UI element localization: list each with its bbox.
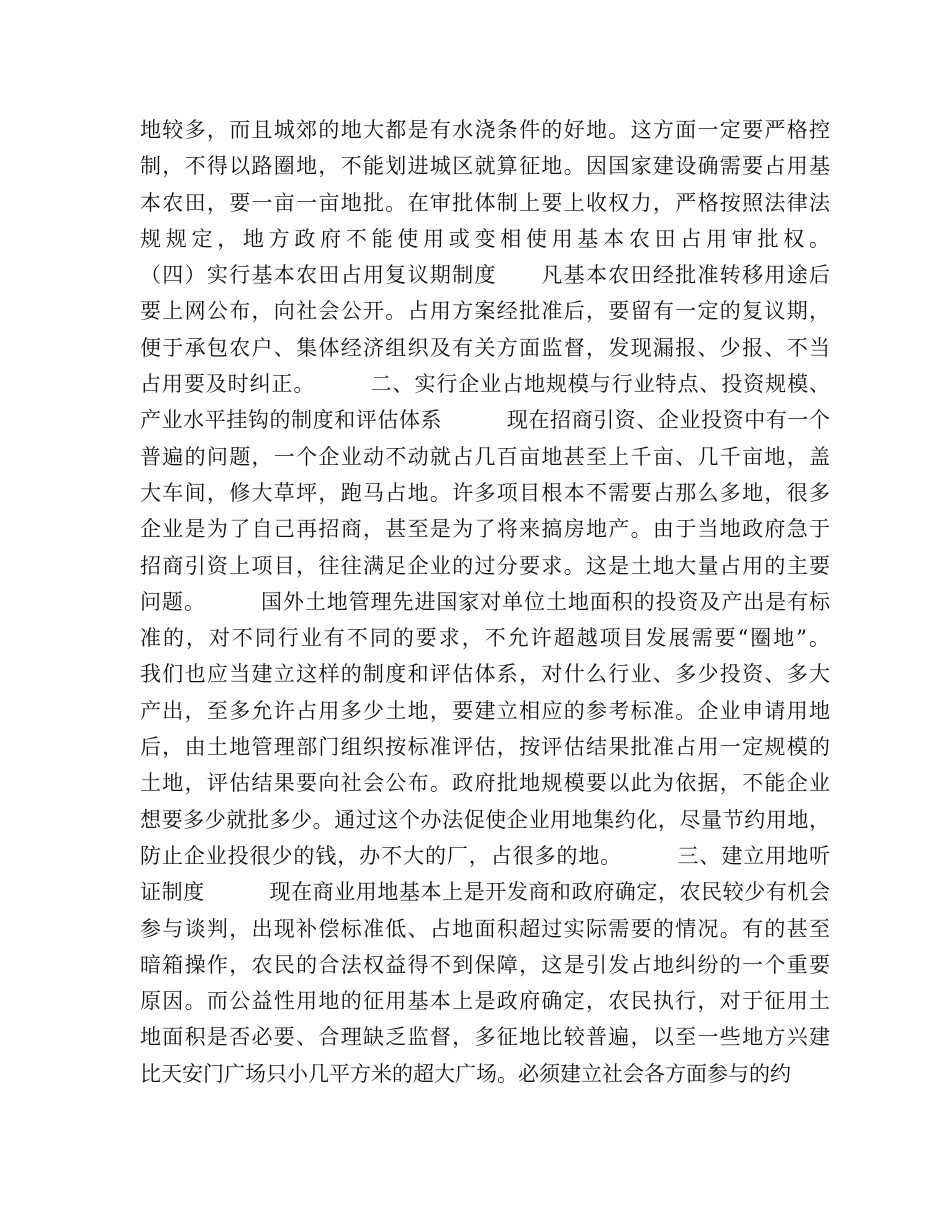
text-line: 原因。而公益性用地的征用基本上是政府确定，农民执行，对于征用土 <box>140 989 830 1014</box>
text-line: 地较多，而且城郊的地大都是有水浇条件的好地。这方面一定要严格控 <box>140 118 830 142</box>
text-line: 占用要及时纠正。 二、实行企业占地规模与行业特点、投资规模、 <box>140 372 830 397</box>
text-line: 制，不得以路圈地，不能划进城区就算征地。因国家建设确需要占用基 <box>140 154 830 179</box>
text-line: 地面积是否必要、合理缺乏监督，多征地比较普遍，以至一些地方兴建 <box>140 1025 830 1050</box>
text-line: 比天安门广场只小几平方米的超大广场。必须建立社会各方面参与的约 <box>140 1061 791 1086</box>
text-line: 土地，评估结果要向社会公布。政府批地规模要以此为依据，不能企业 <box>140 771 830 796</box>
text-line: 便于承包农户、集体经济组织及有关方面监督，发现漏报、少报、不当 <box>140 335 830 360</box>
text-line: 准的，对不同行业有不同的要求，不允许超越项目发展需要“圈地”。 <box>140 626 830 651</box>
text-line: 我们也应当建立这样的制度和评估体系，对什么行业、多少投资、多大 <box>140 662 830 687</box>
text-line: 规规定，地方政府不能使用或变相使用基本农田占用审批权。 <box>140 226 830 251</box>
text-line: 招商引资上项目，往往满足企业的过分要求。这是土地大量占用的主要 <box>140 553 830 578</box>
text-line: 问题。 国外土地管理先进国家对单位土地面积的投资及产出是有标 <box>140 589 830 614</box>
text-line: 产业水平挂钩的制度和评估体系 现在招商引资、企业投资中有一个 <box>140 408 830 433</box>
body-text <box>140 112 830 1092</box>
text-line: 证制度 现在商业用地基本上是开发商和政府确定，农民较少有机会 <box>140 880 830 905</box>
text-line: 要上网公布，向社会公开。占用方案经批准后，要留有一定的复议期， <box>140 299 830 324</box>
text-line: 参与谈判，出现补偿标准低、占地面积超过实际需要的情况。有的甚至 <box>140 916 830 941</box>
text-line: 大车间，修大草坪，跑马占地。许多项目根本不需要占那么多地，很多 <box>140 480 830 505</box>
text-line: 产出，至多允许占用多少土地，要建立相应的参考标准。企业申请用地 <box>140 698 830 723</box>
text-line: 本农田，要一亩一亩地批。在审批体制上要上收权力，严格按照法律法 <box>140 190 830 215</box>
text-line: 暗箱操作，农民的合法权益得不到保障，这是引发占地纠纷的一个重要 <box>140 952 830 977</box>
text-line: 想要多少就批多少。通过这个办法促使企业用地集约化，尽量节约用地， <box>140 807 830 832</box>
text-line: 防止企业投很少的钱，办不大的厂，占很多的地。 三、建立用地听 <box>140 843 830 868</box>
text-line: 普遍的问题，一个企业动不动就占几百亩地甚至上千亩、几千亩地，盖 <box>140 444 830 469</box>
text-line: 企业是为了自己再招商，甚至是为了将来搞房地产。由于当地政府急于 <box>140 517 830 542</box>
text-line: （四）实行基本农田占用复议期制度 凡基本农田经批准转移用途后 <box>140 263 830 288</box>
text-line: 后，由土地管理部门组织按标准评估，按评估结果批准占用一定规模的 <box>140 735 830 760</box>
